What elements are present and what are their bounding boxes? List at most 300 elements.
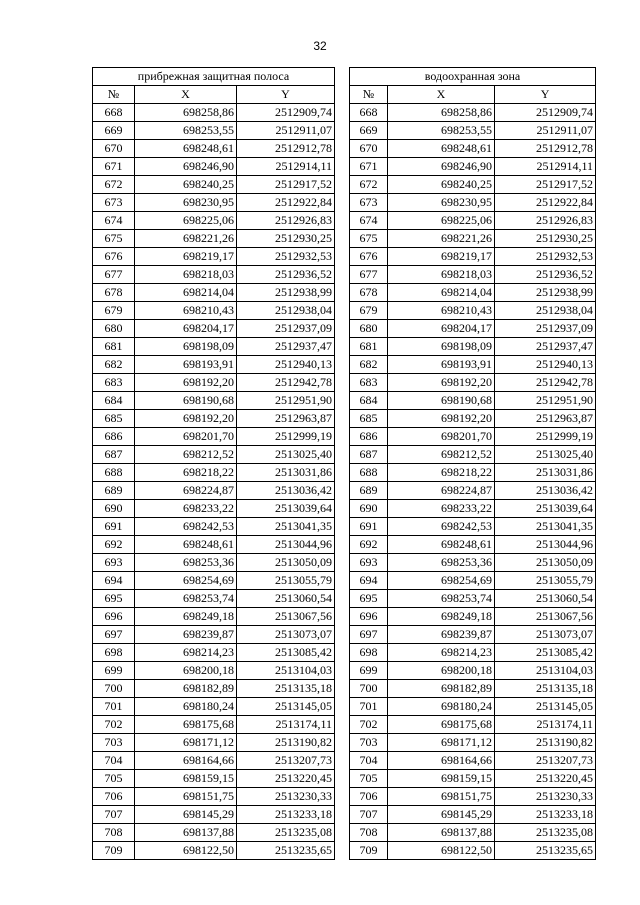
right-x-value: 698254,69: [388, 572, 495, 590]
right-point-number: 679: [350, 302, 388, 320]
column-gap: [335, 266, 350, 284]
right-x-value: 698253,55: [388, 122, 495, 140]
right-y-value: 2513145,05: [495, 698, 596, 716]
right-y-value: 2513104,03: [495, 662, 596, 680]
left-x-value: 698122,50: [135, 842, 237, 860]
right-point-number: 690: [350, 500, 388, 518]
right-y-value: 2513031,86: [495, 464, 596, 482]
column-gap: [335, 176, 350, 194]
column-gap: [335, 194, 350, 212]
right-x-value: 698193,91: [388, 356, 495, 374]
right-x-value: 698253,74: [388, 590, 495, 608]
left-y-value: 2513025,40: [237, 446, 335, 464]
right-point-number: 706: [350, 788, 388, 806]
left-point-number: 668: [93, 104, 135, 122]
right-point-number: 701: [350, 698, 388, 716]
left-x-value: 698210,43: [135, 302, 237, 320]
right-y-value: 2513230,33: [495, 788, 596, 806]
right-y-value: 2513207,73: [495, 752, 596, 770]
column-gap: [335, 662, 350, 680]
right-point-number: 685: [350, 410, 388, 428]
left-x-value: 698219,17: [135, 248, 237, 266]
right-x-value: 698201,70: [388, 428, 495, 446]
column-gap: [335, 824, 350, 842]
table-row: [93, 140, 596, 158]
left-y-value: 2513190,82: [237, 734, 335, 752]
left-point-number: 700: [93, 680, 135, 698]
left-point-number: 670: [93, 140, 135, 158]
left-point-number: 695: [93, 590, 135, 608]
left-x-value: 698258,86: [135, 104, 237, 122]
right-x-value: 698151,75: [388, 788, 495, 806]
table-row: [93, 770, 596, 788]
table-row: [93, 482, 596, 500]
right-y-value: 2513235,08: [495, 824, 596, 842]
table-row: [93, 374, 596, 392]
right-point-number: 709: [350, 842, 388, 860]
right-point-number: 692: [350, 536, 388, 554]
right-y-value: 2513233,18: [495, 806, 596, 824]
left-x-value: 698233,22: [135, 500, 237, 518]
right-point-number: 698: [350, 644, 388, 662]
column-gap: [335, 320, 350, 338]
right-x-value: 698192,20: [388, 410, 495, 428]
right-y-value: 2513050,09: [495, 554, 596, 572]
table-row: [93, 788, 596, 806]
table-row: [93, 230, 596, 248]
right-y-value: 2512909,74: [495, 104, 596, 122]
left-x-value: 698145,29: [135, 806, 237, 824]
right-y-value: 2512940,13: [495, 356, 596, 374]
table-row: [93, 428, 596, 446]
left-point-number: 680: [93, 320, 135, 338]
left-x-value: 698204,17: [135, 320, 237, 338]
right-point-number: 683: [350, 374, 388, 392]
right-point-number: 689: [350, 482, 388, 500]
left-point-number: 696: [93, 608, 135, 626]
left-x-value: 698253,74: [135, 590, 237, 608]
right-y-value: 2512951,90: [495, 392, 596, 410]
left-y-value: 2513039,64: [237, 500, 335, 518]
right-y-value: 2512926,83: [495, 212, 596, 230]
right-point-number: 700: [350, 680, 388, 698]
table-row: [93, 806, 596, 824]
column-gap: [335, 248, 350, 266]
column-gap: [335, 428, 350, 446]
left-point-number: 703: [93, 734, 135, 752]
right-x-value: 698230,95: [388, 194, 495, 212]
right-x-value: 698210,43: [388, 302, 495, 320]
table-row: [93, 626, 596, 644]
left-point-number: 691: [93, 518, 135, 536]
left-x-value: 698248,61: [135, 536, 237, 554]
left-x-value: 698190,68: [135, 392, 237, 410]
left-y-value: 2513067,56: [237, 608, 335, 626]
right-x-value: 698212,52: [388, 446, 495, 464]
right-x-value: 698122,50: [388, 842, 495, 860]
left-y-value: 2512917,52: [237, 176, 335, 194]
left-x-value: 698253,36: [135, 554, 237, 572]
right-x-value: 698249,18: [388, 608, 495, 626]
left-point-number: 688: [93, 464, 135, 482]
left-y-value: 2513073,07: [237, 626, 335, 644]
right-x-value: 698219,17: [388, 248, 495, 266]
left-point-number: 705: [93, 770, 135, 788]
column-gap: [335, 104, 350, 122]
left-point-number: 706: [93, 788, 135, 806]
column-gap: [335, 446, 350, 464]
right-point-number: 677: [350, 266, 388, 284]
right-x-value: 698175,68: [388, 716, 495, 734]
table-row: [93, 104, 596, 122]
left-point-number: 694: [93, 572, 135, 590]
right-y-value: 2512911,07: [495, 122, 596, 140]
left-x-value: 698249,18: [135, 608, 237, 626]
column-gap: [335, 788, 350, 806]
left-x-value: 698180,24: [135, 698, 237, 716]
left-y-value: 2513145,05: [237, 698, 335, 716]
column-gap: [335, 392, 350, 410]
left-y-value: 2512937,47: [237, 338, 335, 356]
column-gap: [335, 536, 350, 554]
table-row: [93, 572, 596, 590]
right-x-value: 698218,22: [388, 464, 495, 482]
right-y-value: 2513073,07: [495, 626, 596, 644]
left-y-value: 2513220,45: [237, 770, 335, 788]
right-number-header: №: [350, 86, 388, 104]
column-gap: [335, 482, 350, 500]
left-y-value: 2512926,83: [237, 212, 335, 230]
left-x-value: 698182,89: [135, 680, 237, 698]
right-point-number: 697: [350, 626, 388, 644]
table-row: [93, 500, 596, 518]
right-point-number: 678: [350, 284, 388, 302]
left-x-value: 698240,25: [135, 176, 237, 194]
right-y-value: 2513039,64: [495, 500, 596, 518]
table-row: [93, 752, 596, 770]
column-gap: [335, 302, 350, 320]
right-x-header: X: [388, 86, 495, 104]
right-x-value: 698198,09: [388, 338, 495, 356]
table-row: [93, 662, 596, 680]
left-point-number: 677: [93, 266, 135, 284]
column-gap: [335, 410, 350, 428]
table-row: [93, 212, 596, 230]
right-y-header: Y: [495, 86, 596, 104]
column-gap: [335, 626, 350, 644]
left-y-value: 2512938,04: [237, 302, 335, 320]
left-point-number: 692: [93, 536, 135, 554]
left-x-value: 698200,18: [135, 662, 237, 680]
left-x-value: 698214,23: [135, 644, 237, 662]
right-x-value: 698239,87: [388, 626, 495, 644]
left-point-number: 685: [93, 410, 135, 428]
left-y-value: 2512963,87: [237, 410, 335, 428]
left-y-value: 2513233,18: [237, 806, 335, 824]
left-point-number: 704: [93, 752, 135, 770]
left-y-value: 2512912,78: [237, 140, 335, 158]
right-point-number: 704: [350, 752, 388, 770]
left-y-value: 2513085,42: [237, 644, 335, 662]
table-row: [93, 536, 596, 554]
table-row: [93, 284, 596, 302]
left-point-number: 707: [93, 806, 135, 824]
right-x-value: 698214,23: [388, 644, 495, 662]
left-point-number: 678: [93, 284, 135, 302]
left-x-value: 698246,90: [135, 158, 237, 176]
left-y-value: 2512909,74: [237, 104, 335, 122]
left-point-number: 682: [93, 356, 135, 374]
column-gap: [335, 752, 350, 770]
right-point-number: 668: [350, 104, 388, 122]
right-x-value: 698200,18: [388, 662, 495, 680]
right-x-value: 698180,24: [388, 698, 495, 716]
table-row: [93, 356, 596, 374]
zone-title-row: [93, 68, 596, 86]
left-y-value: 2512930,25: [237, 230, 335, 248]
left-y-value: 2513235,65: [237, 842, 335, 860]
right-point-number: 686: [350, 428, 388, 446]
left-x-value: 698254,69: [135, 572, 237, 590]
left-point-number: 675: [93, 230, 135, 248]
left-point-number: 674: [93, 212, 135, 230]
right-y-value: 2512942,78: [495, 374, 596, 392]
left-point-number: 699: [93, 662, 135, 680]
left-point-number: 702: [93, 716, 135, 734]
left-point-number: 669: [93, 122, 135, 140]
table-row: [93, 824, 596, 842]
column-gap: [335, 356, 350, 374]
column-gap: [335, 464, 350, 482]
table-row: [93, 392, 596, 410]
right-y-value: 2512930,25: [495, 230, 596, 248]
table-row: [93, 590, 596, 608]
column-gap: [335, 518, 350, 536]
right-y-value: 2513025,40: [495, 446, 596, 464]
right-x-value: 698214,04: [388, 284, 495, 302]
right-x-value: 698248,61: [388, 140, 495, 158]
table-row: [93, 338, 596, 356]
left-point-number: 690: [93, 500, 135, 518]
left-y-value: 2513055,79: [237, 572, 335, 590]
right-point-number: 693: [350, 554, 388, 572]
right-y-value: 2513067,56: [495, 608, 596, 626]
coastal-strip-title: прибрежная защитная полоса: [93, 68, 335, 86]
right-y-value: 2512917,52: [495, 176, 596, 194]
table-row: [93, 644, 596, 662]
right-point-number: 676: [350, 248, 388, 266]
table-row: [93, 464, 596, 482]
right-x-value: 698218,03: [388, 266, 495, 284]
page-number: 32: [313, 39, 327, 53]
left-y-value: 2513230,33: [237, 788, 335, 806]
left-x-value: 698164,66: [135, 752, 237, 770]
column-gap: [335, 770, 350, 788]
left-x-value: 698253,55: [135, 122, 237, 140]
left-point-number: 708: [93, 824, 135, 842]
table-row: [93, 248, 596, 266]
left-y-header: Y: [237, 86, 335, 104]
table-row: [93, 302, 596, 320]
right-point-number: 675: [350, 230, 388, 248]
column-gap: [335, 374, 350, 392]
table-row: [93, 842, 596, 860]
right-y-value: 2513055,79: [495, 572, 596, 590]
right-point-number: 674: [350, 212, 388, 230]
left-y-value: 2513174,11: [237, 716, 335, 734]
right-y-value: 2513085,42: [495, 644, 596, 662]
water-protection-zone-title: водоохранная зона: [350, 68, 596, 86]
table-row: [93, 320, 596, 338]
column-gap: [335, 284, 350, 302]
left-x-value: 698225,06: [135, 212, 237, 230]
right-y-value: 2512912,78: [495, 140, 596, 158]
left-y-value: 2513135,18: [237, 680, 335, 698]
left-x-value: 698230,95: [135, 194, 237, 212]
right-x-value: 698246,90: [388, 158, 495, 176]
right-point-number: 673: [350, 194, 388, 212]
left-y-value: 2512911,07: [237, 122, 335, 140]
right-x-value: 698224,87: [388, 482, 495, 500]
right-point-number: 696: [350, 608, 388, 626]
right-point-number: 687: [350, 446, 388, 464]
column-gap: [335, 806, 350, 824]
left-x-value: 698248,61: [135, 140, 237, 158]
column-gap: [335, 698, 350, 716]
left-x-value: 698201,70: [135, 428, 237, 446]
table-row: [93, 176, 596, 194]
left-point-number: 671: [93, 158, 135, 176]
right-point-number: 694: [350, 572, 388, 590]
left-point-number: 684: [93, 392, 135, 410]
column-gap: [335, 122, 350, 140]
left-x-header: X: [135, 86, 237, 104]
column-header-row: [93, 86, 596, 104]
right-point-number: 699: [350, 662, 388, 680]
table-row: [93, 734, 596, 752]
table-row: [93, 158, 596, 176]
column-gap: [335, 734, 350, 752]
left-y-value: 2513044,96: [237, 536, 335, 554]
right-point-number: 684: [350, 392, 388, 410]
left-x-value: 698192,20: [135, 374, 237, 392]
left-x-value: 698212,52: [135, 446, 237, 464]
right-y-value: 2513135,18: [495, 680, 596, 698]
left-x-value: 698175,68: [135, 716, 237, 734]
left-y-value: 2512922,84: [237, 194, 335, 212]
left-x-value: 698214,04: [135, 284, 237, 302]
table-row: [93, 122, 596, 140]
coordinates-table: [92, 67, 596, 860]
column-gap: [335, 140, 350, 158]
right-point-number: 688: [350, 464, 388, 482]
right-point-number: 691: [350, 518, 388, 536]
left-x-value: 698221,26: [135, 230, 237, 248]
table-row: [93, 608, 596, 626]
right-y-value: 2512999,19: [495, 428, 596, 446]
left-x-value: 698239,87: [135, 626, 237, 644]
column-gap: [335, 86, 350, 104]
right-point-number: 669: [350, 122, 388, 140]
table-row: [93, 554, 596, 572]
left-x-value: 698171,12: [135, 734, 237, 752]
left-point-number: 673: [93, 194, 135, 212]
right-x-value: 698248,61: [388, 536, 495, 554]
right-y-value: 2512937,47: [495, 338, 596, 356]
left-y-value: 2513050,09: [237, 554, 335, 572]
right-y-value: 2512938,99: [495, 284, 596, 302]
left-y-value: 2513207,73: [237, 752, 335, 770]
left-x-value: 698193,91: [135, 356, 237, 374]
table-row: [93, 680, 596, 698]
column-gap: [335, 716, 350, 734]
right-y-value: 2512938,04: [495, 302, 596, 320]
column-gap: [335, 230, 350, 248]
left-y-value: 2513104,03: [237, 662, 335, 680]
left-point-number: 698: [93, 644, 135, 662]
left-number-header: №: [93, 86, 135, 104]
right-point-number: 702: [350, 716, 388, 734]
right-y-value: 2512922,84: [495, 194, 596, 212]
right-x-value: 698145,29: [388, 806, 495, 824]
right-y-value: 2513220,45: [495, 770, 596, 788]
column-gap: [335, 554, 350, 572]
right-y-value: 2513174,11: [495, 716, 596, 734]
left-x-value: 698218,03: [135, 266, 237, 284]
left-point-number: 689: [93, 482, 135, 500]
column-gap: [335, 572, 350, 590]
left-y-value: 2513036,42: [237, 482, 335, 500]
right-x-value: 698221,26: [388, 230, 495, 248]
left-y-value: 2512951,90: [237, 392, 335, 410]
right-y-value: 2513041,35: [495, 518, 596, 536]
left-y-value: 2512936,52: [237, 266, 335, 284]
left-x-value: 698159,15: [135, 770, 237, 788]
left-y-value: 2512914,11: [237, 158, 335, 176]
table-row: [93, 410, 596, 428]
right-point-number: 672: [350, 176, 388, 194]
right-y-value: 2513060,54: [495, 590, 596, 608]
column-gap: [335, 644, 350, 662]
right-x-value: 698192,20: [388, 374, 495, 392]
right-y-value: 2512937,09: [495, 320, 596, 338]
right-point-number: 682: [350, 356, 388, 374]
right-x-value: 698204,17: [388, 320, 495, 338]
right-x-value: 698225,06: [388, 212, 495, 230]
table-row: [93, 518, 596, 536]
left-point-number: 681: [93, 338, 135, 356]
right-x-value: 698253,36: [388, 554, 495, 572]
column-gap: [335, 842, 350, 860]
right-x-value: 698242,53: [388, 518, 495, 536]
left-x-value: 698137,88: [135, 824, 237, 842]
left-point-number: 679: [93, 302, 135, 320]
left-y-value: 2512940,13: [237, 356, 335, 374]
left-point-number: 672: [93, 176, 135, 194]
column-gap: [335, 338, 350, 356]
column-gap: [335, 500, 350, 518]
right-y-value: 2513235,65: [495, 842, 596, 860]
left-point-number: 697: [93, 626, 135, 644]
column-gap: [335, 158, 350, 176]
right-point-number: 681: [350, 338, 388, 356]
right-y-value: 2512963,87: [495, 410, 596, 428]
table-row: [93, 716, 596, 734]
right-y-value: 2513044,96: [495, 536, 596, 554]
right-point-number: 671: [350, 158, 388, 176]
left-x-value: 698218,22: [135, 464, 237, 482]
left-y-value: 2512942,78: [237, 374, 335, 392]
